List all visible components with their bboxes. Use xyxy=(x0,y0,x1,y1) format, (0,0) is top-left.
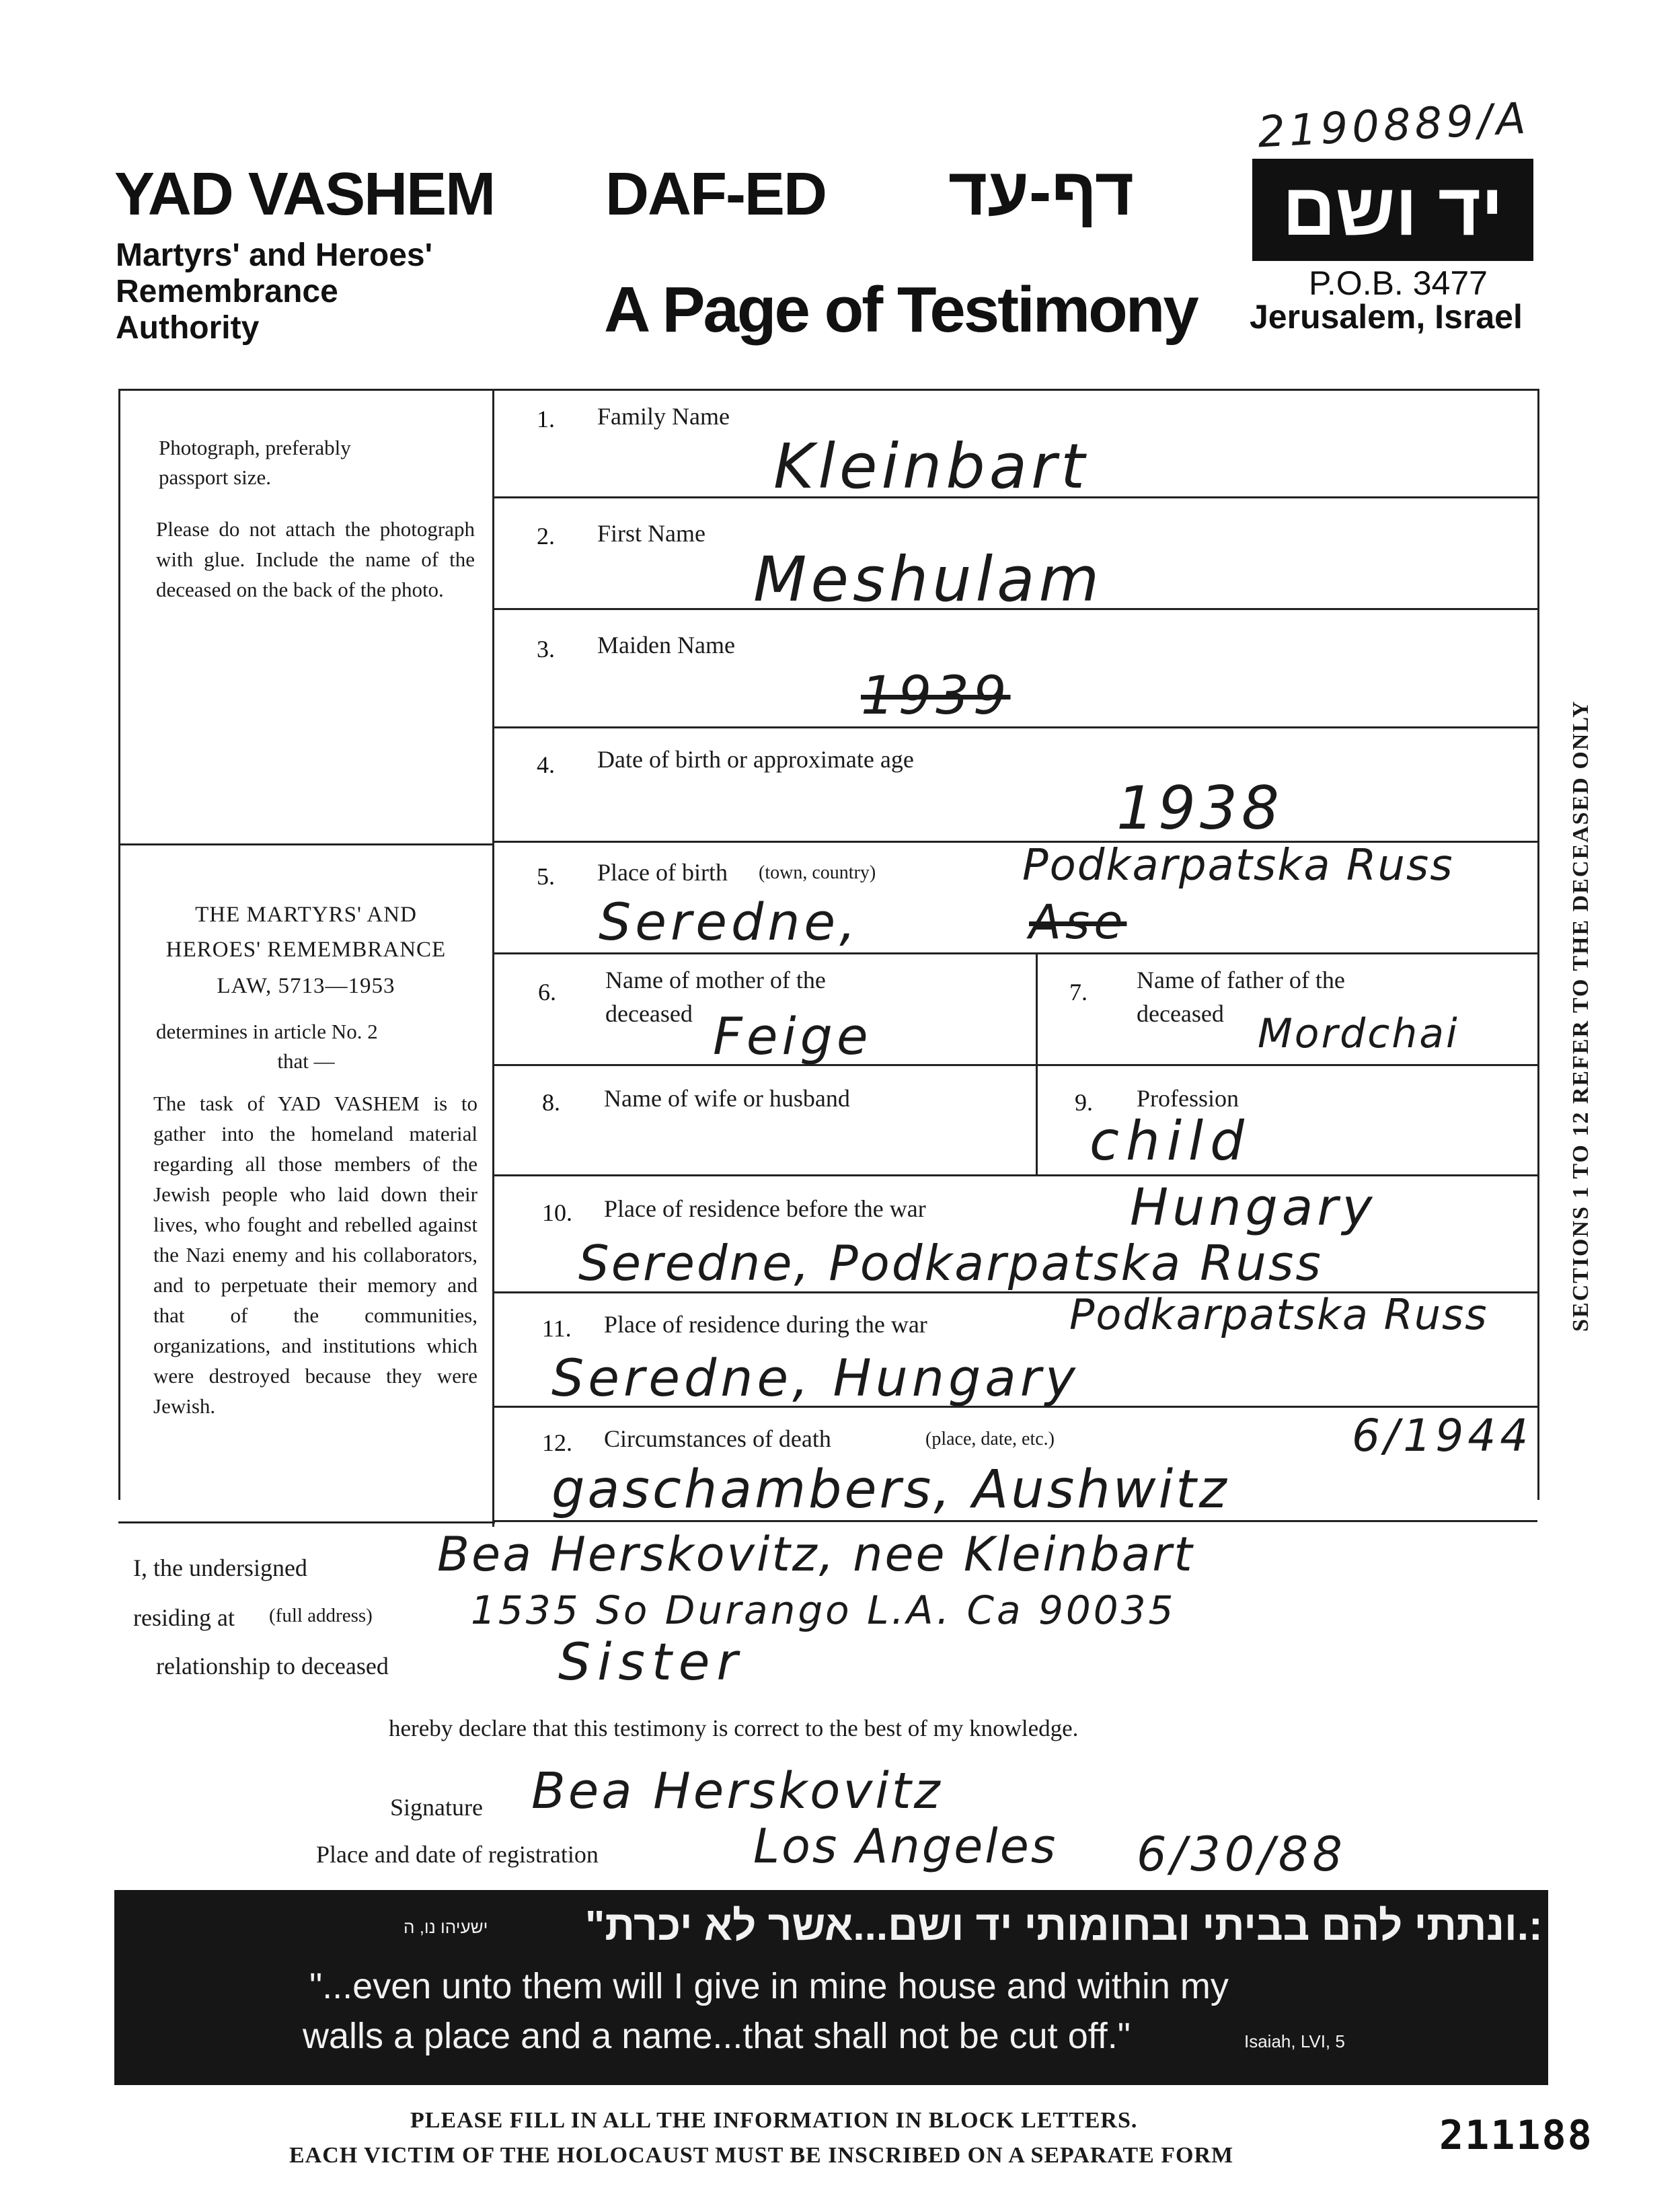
signature-value[interactable]: Bea Herskovitz xyxy=(531,1762,943,1820)
banner-english-1: "...even unto them will I give in mine house and within my xyxy=(309,1966,1229,2006)
family-name-value[interactable]: Kleinbart xyxy=(773,430,1090,502)
field-7-label-1: Name of father of the xyxy=(1137,967,1345,993)
field-6-label-2: deceased xyxy=(605,1000,693,1027)
left-bottom-line xyxy=(118,1521,495,1523)
field-11-number: 11. xyxy=(542,1315,572,1342)
registration-place-value[interactable]: Los Angeles xyxy=(753,1819,1058,1874)
banner-hebrew: :.ונתתי להם בביתי ובחומותי יד ושם...אשר לא יכרת" xyxy=(585,1903,1543,1949)
birth-date-value[interactable]: 1938 xyxy=(1116,773,1283,843)
signature-label: Signature xyxy=(390,1794,483,1821)
line-12 xyxy=(494,1520,1537,1522)
field-8-number: 8. xyxy=(542,1089,560,1116)
law-title-3: LAW, 5713—1953 xyxy=(217,974,395,998)
form-name-hebrew: דף-עד xyxy=(948,154,1135,229)
logo-hebrew-text: יד ושם xyxy=(1282,168,1504,251)
field-10-number: 10. xyxy=(542,1199,572,1226)
first-name-value[interactable]: Meshulam xyxy=(753,543,1104,615)
form-number: 211188 xyxy=(1439,2112,1593,2159)
field-5-label: Place of birth xyxy=(597,859,728,886)
banner-reference: Isaiah, LVI, 5 xyxy=(1244,2031,1345,2051)
form-name: DAF-ED xyxy=(605,161,826,228)
field-6-number: 6. xyxy=(538,979,556,1006)
field-12-label-small: (place, date, etc.) xyxy=(925,1429,1055,1449)
line-89 xyxy=(494,1174,1537,1176)
profession-value[interactable]: child xyxy=(1090,1110,1251,1172)
scripture-banner xyxy=(114,1890,1548,2085)
photo-instruction-2: passport size. xyxy=(159,465,272,489)
yad-vashem-logo xyxy=(1252,159,1533,261)
field-7-number: 7. xyxy=(1069,979,1087,1006)
field-3-label: Maiden Name xyxy=(597,632,735,658)
field-2-label: First Name xyxy=(597,520,705,547)
residence-during-town-value[interactable]: Seredne, Hungary xyxy=(551,1348,1080,1408)
field-12-label: Circumstances of death xyxy=(604,1425,831,1452)
photo-instruction-1: Photograph, preferably xyxy=(159,436,351,459)
death-circumstances-value[interactable]: gaschambers, Aushwitz xyxy=(551,1460,1229,1520)
line-67 xyxy=(494,1064,1537,1066)
registration-date-value[interactable]: 6/30/88 xyxy=(1137,1827,1346,1882)
declaration-text: hereby declare that this testimony is correct to the best of my knowledge. xyxy=(389,1715,1079,1741)
field-12-number: 12. xyxy=(542,1429,572,1456)
field-9-number: 9. xyxy=(1075,1089,1093,1116)
mother-name-value[interactable]: Feige xyxy=(713,1006,872,1066)
form-right-border xyxy=(1537,389,1539,1500)
field-2-number: 2. xyxy=(537,523,555,550)
page-title: A Page of Testimony xyxy=(604,274,1197,346)
birthplace-town-value[interactable]: Seredne, xyxy=(599,892,860,952)
death-date-value[interactable]: 6/1944 xyxy=(1352,1410,1533,1462)
undersigned-value[interactable]: Bea Herskovitz, nee Kleinbart xyxy=(437,1527,1194,1582)
relationship-label: relationship to deceased xyxy=(156,1653,389,1679)
residence-during-region-value[interactable]: Podkarpatska Russ xyxy=(1069,1290,1488,1339)
address-label-small: (full address) xyxy=(269,1605,373,1626)
left-column-split xyxy=(118,843,494,845)
banner-english-2: walls a place and a name...that shall not be cut off." xyxy=(303,2016,1131,2056)
org-name: YAD VASHEM xyxy=(114,161,495,228)
footer-line-1: PLEASE FILL IN ALL THE INFORMATION IN BLOCK LETTERS. xyxy=(410,2108,1138,2133)
field-6-label-1: Name of mother of the xyxy=(605,967,826,993)
residence-before-town-value[interactable]: Seredne, Podkarpatska Russ xyxy=(578,1235,1323,1291)
po-box: P.O.B. 3477 xyxy=(1309,264,1488,302)
divider-89 xyxy=(1036,1064,1038,1174)
undersigned-label: I, the undersigned xyxy=(133,1554,307,1581)
field-5-number: 5. xyxy=(537,863,555,890)
field-5-label-small: (town, country) xyxy=(759,862,876,883)
city: Jerusalem, Israel xyxy=(1250,298,1523,336)
father-name-value[interactable]: Mordchai xyxy=(1258,1010,1459,1057)
field-4-label: Date of birth or approximate age xyxy=(597,746,914,773)
photo-instructions: Please do not attach the photograph with glue. Include the name of the deceased on the back of the photo. xyxy=(156,517,475,601)
org-subtitle-2: Remembrance xyxy=(116,274,338,309)
field-7-label-2: deceased xyxy=(1137,1000,1224,1027)
form-top-border xyxy=(118,389,1539,391)
spouse-name-value[interactable] xyxy=(605,1121,1009,1168)
field-11-label: Place of residence during the war xyxy=(604,1311,927,1338)
law-title-2: HEROES' REMEMBRANCE xyxy=(165,938,447,962)
law-that: that — xyxy=(277,1049,335,1073)
birthplace-country-value[interactable]: Podkarpatska Russ xyxy=(1022,841,1454,891)
maiden-name-value[interactable]: 1939 xyxy=(861,666,1011,726)
line-5 xyxy=(494,952,1537,954)
field-9-label: Profession xyxy=(1137,1085,1239,1112)
archive-number: 2190889/A xyxy=(1256,93,1531,158)
birthplace-struck-value: Ase xyxy=(1029,895,1127,950)
field-4-number: 4. xyxy=(537,751,555,778)
law-intro: determines in article No. 2 xyxy=(156,1020,378,1043)
field-1-number: 1. xyxy=(537,406,555,432)
field-3-number: 3. xyxy=(537,636,555,663)
divider-67 xyxy=(1036,952,1038,1064)
org-subtitle-1: Martyrs' and Heroes' xyxy=(116,237,432,273)
org-subtitle-3: Authority xyxy=(116,310,260,346)
place-date-label: Place and date of registration xyxy=(316,1841,599,1868)
relationship-value[interactable]: Sister xyxy=(558,1632,744,1692)
residence-before-country-value[interactable]: Hungary xyxy=(1130,1177,1377,1237)
banner-hebrew-ref: ישעיהו נו, ה xyxy=(404,1917,488,1937)
address-value[interactable]: 1535 So Durango L.A. Ca 90035 xyxy=(471,1587,1176,1633)
line-3 xyxy=(494,726,1537,728)
law-title-1: THE MARTYRS' AND xyxy=(195,903,417,927)
side-note: SECTIONS 1 TO 12 REFER TO THE DECEASED ONLY xyxy=(1568,700,1593,1332)
field-10-label: Place of residence before the war xyxy=(604,1195,926,1222)
footer-line-2: EACH VICTIM OF THE HOLOCAUST MUST BE INSCRIBED ON A SEPARATE FORM xyxy=(289,2143,1234,2168)
field-1-label: Family Name xyxy=(597,403,730,430)
field-8-label: Name of wife or husband xyxy=(604,1085,850,1112)
address-label: residing at xyxy=(133,1604,235,1631)
law-body: The task of YAD VASHEM is to gather into the homeland material regarding all those members of the Jewish people who laid down their lives, who fought and rebelled against the Nazi enemy and his collaborators, and to perpetuate their memory and that of the communities, organizations, and institutions which were destroyed because they were Jewish. xyxy=(153,1092,478,1418)
